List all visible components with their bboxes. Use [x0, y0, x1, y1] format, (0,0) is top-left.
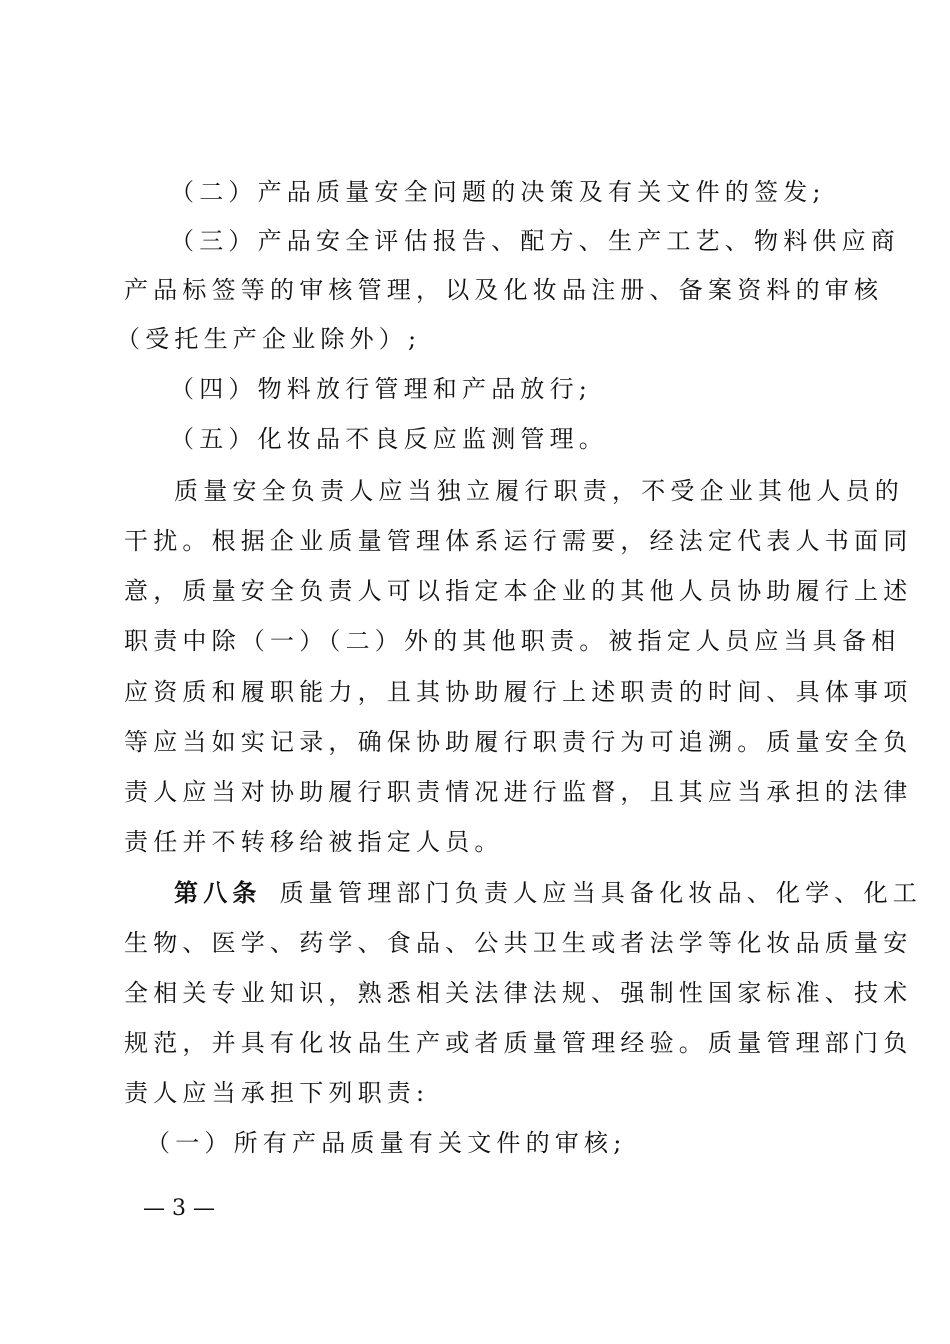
text-line-9: 意，质量安全负责人可以指定本企业的其他人员协助履行上述	[124, 577, 913, 605]
article-heading: 第八条	[174, 879, 262, 907]
text-line-13: 责人应当对协助履行职责情况进行监督，且其应当承担的法律	[124, 778, 913, 806]
page-number: — 3 —	[143, 1196, 215, 1221]
text-line-18: 规范，并具有化妆品生产或者质量管理经验。质量管理部门负	[124, 1029, 913, 1057]
text-line-4: （受托生产企业除外）;	[116, 325, 422, 353]
text-line-11: 应资质和履职能力，且其协助履行上述职责的时间、具体事项	[124, 678, 913, 706]
text-line-10: 职责中除（一）（二）外的其他职责。被指定人员应当具备相	[124, 627, 901, 655]
text-line-6: （五）化妆品不良反应监测管理。	[170, 425, 608, 453]
text-line-7: 质量安全负责人应当独立履行职责，不受企业其他人员的	[174, 477, 904, 505]
text-line-20: （一）所有产品质量有关文件的审核;	[146, 1129, 627, 1157]
text-line-8: 干扰。根据企业质量管理体系运行需要，经法定代表人书面同	[124, 527, 913, 555]
text-line-14: 责任并不转移给被指定人员。	[124, 828, 504, 856]
text-line-1: （二）产品质量安全问题的决策及有关文件的签发;	[170, 178, 826, 206]
text-line-16: 生物、医学、药学、食品、公共卫生或者法学等化妆品质量安	[124, 929, 913, 957]
text-line-3: 产品标签等的审核管理，以及化妆品注册、备案资料的审核	[124, 276, 884, 304]
text-line-15: 质量管理部门负责人应当具备化妆品、化学、化工	[279, 879, 923, 907]
text-line-17: 全相关专业知识，熟悉相关法律法规、强制性国家标准、技术	[124, 979, 913, 1007]
text-line-12: 等应当如实记录，确保协助履行职责行为可追溯。质量安全负	[124, 728, 913, 756]
article-8-line	[174, 869, 922, 917]
text-line-5: （四）物料放行管理和产品放行;	[170, 375, 593, 403]
text-line-19: 责人应当承担下列职责:	[124, 1079, 430, 1107]
text-line-2: （三）产品安全评估报告、配方、生产工艺、物料供应商	[170, 227, 900, 255]
